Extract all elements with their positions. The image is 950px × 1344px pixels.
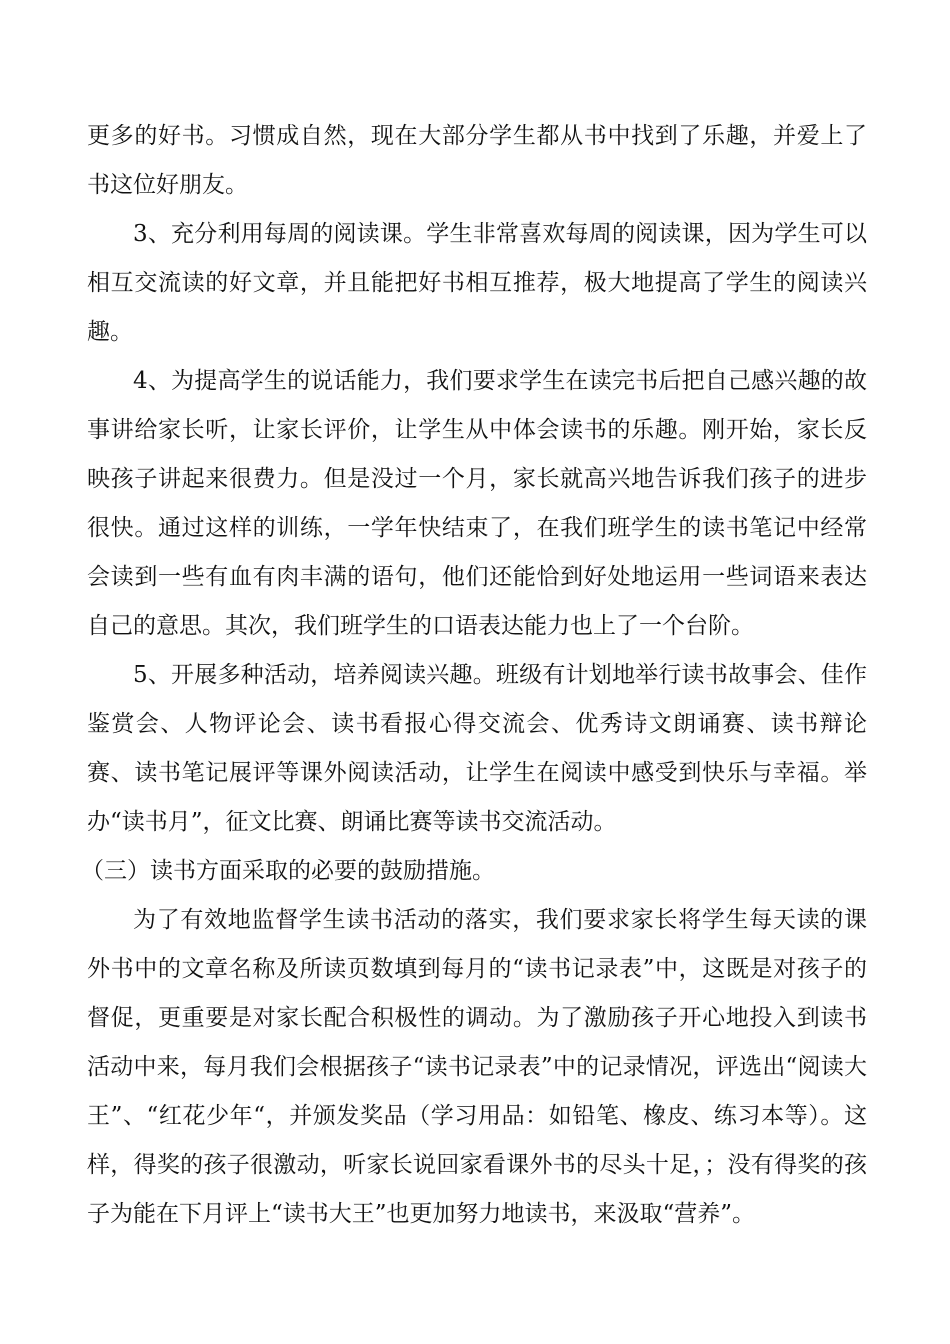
- paragraph-speaking-ability: 4、为提高学生的说话能力，我们要求学生在读完书后把自己感兴趣的故事讲给家长听，让家长评价，让学生从中体会读书的乐趣。刚开始，家长反映孩子讲起来很费力。但是没过一个月，家长就高兴地告诉我们孩子的进步很快。通过这样的训练，一学年快结束了，在我们班学生的读书笔记中经常会读到一些有血有肉丰满的语句，他们还能恰到好处地运用一些词语来表达自己的意思。其次，我们班学生的口语表达能力也上了一个台阶。: [87, 368, 867, 639]
- section-heading-encouragement: （三）读书方面采取的必要的鼓励措施。: [81, 858, 495, 884]
- paragraph-activities: 5、开展多种活动，培养阅读兴趣。班级有计划地举行读书故事会、佳作鉴赏会、人物评论会、读书看报心得交流会、优秀诗文朗诵赛、读书辩论赛、读书笔记展评等课外阅读活动，让学生在阅读中感受到快乐与幸福。举办“读书月”，征文比赛、朗诵比赛等读书交流活动。: [87, 662, 867, 835]
- paragraph-reading-class: 3、充分利用每周的阅读课。学生非常喜欢每周的阅读课，因为学生可以相互交流读的好文章，并且能把好书相互推荐，极大地提高了学生的阅读兴趣。: [87, 221, 867, 345]
- paragraph-encouragement-measures: 为了有效地监督学生读书活动的落实，我们要求家长将学生每天读的课外书中的文章名称及所读页数填到每月的“读书记录表”中，这既是对孩子的督促，更重要是对家长配合积极性的调动。为了激励孩子开心地投入到读书活动中来，每月我们会根据孩子“读书记录表”中的记录情况，评选出“阅读大王”、“红花少年“，并颁发奖品（学习用品：如铅笔、橡皮、练习本等）。这样，得奖的孩子很激动，听家长说回家看课外书的尽头十足，；没有得奖的孩子为能在下月评上“读书大王”也更加努力地读书，来汲取“营养”。: [87, 907, 867, 1227]
- document-body: [81, 112, 867, 1239]
- paragraph-continuation: 更多的好书。习惯成自然，现在大部分学生都从书中找到了乐趣，并爱上了书这位好朋友。: [87, 123, 867, 198]
